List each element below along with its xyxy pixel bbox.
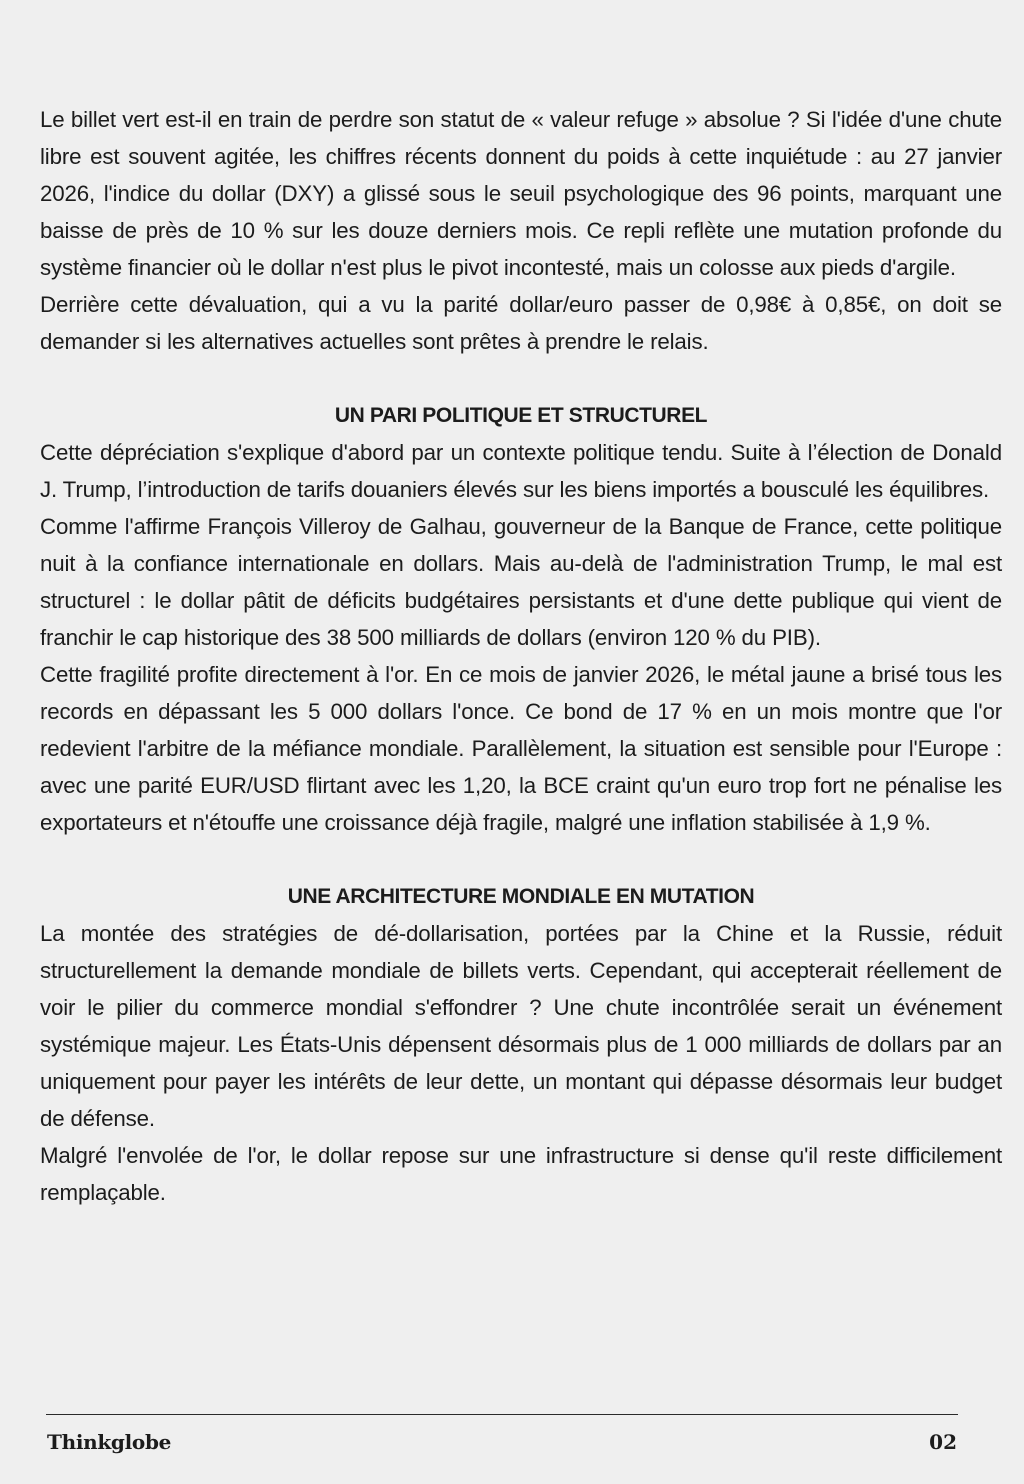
section2-paragraph-2: Malgré l'envolée de l'or, le dollar repose sur une infrastructure si dense qu'il reste difficilement remplaçable.	[40, 1143, 1002, 1205]
section1-paragraph-3: Cette fragilité profite directement à l'or. En ce mois de janvier 2026, le métal jaune a brisé tous les records en dépassant les 5 000 dollars l'once. Ce bond de 17 % en un mois montre que l'or redevient l'arbitre de la méfiance mondiale. Parallèlement, la situation est sensible pour l'Europe : avec une parité EUR/USD flirtant avec les 1,20, la BCE craint qu'un euro trop fort ne pénalise les exportateurs et n'étouffe une croissance déjà fragile, malgré une inflation stabilisée à 1,9 %.	[40, 662, 1002, 835]
section1-paragraph-2: Comme l'affirme François Villeroy de Galhau, gouverneur de la Banque de France, cette politique nuit à la confiance internationale en dollars. Mais au-delà de l'administration Trump, le mal est structurel : le dollar pâtit de déficits budgétaires persistants et d'une dette publique qui vient de franchir le cap historique des 38 500 milliards de dollars (environ 120 % du PIB).	[40, 514, 1002, 650]
section-spacer	[40, 841, 1002, 878]
section2-paragraph-1: La montée des stratégies de dé-dollarisation, portées par la Chine et la Russie, réduit structurellement la demande mondiale de billets verts. Cependant, qui accepterait réellement de voir le pilier du commerce mondial s'effondrer ? Une chute incontrôlée serait un événement systémique majeur. Les États-Unis dépensent désormais plus de 1 000 milliards de dollars par an uniquement pour payer les intérêts de leur dette, un montant qui dépasse désormais leur budget de défense.	[40, 921, 1002, 1131]
footer-brand: Thinkglobe	[47, 1430, 172, 1454]
intro-paragraph-2: Derrière cette dévaluation, qui a vu la parité dollar/euro passer de 0,98€ à 0,85€, on doit se demander si les alternatives actuelles sont prêtes à prendre le relais.	[40, 292, 1002, 354]
section1-paragraph-1: Cette dépréciation s'explique d'abord par un contexte politique tendu. Suite à l’élection de Donald J. Trump, l’introduction de tarifs douaniers élevés sur les biens importés a bousculé les équilibres.	[40, 440, 1002, 502]
article-body	[40, 101, 1002, 1211]
section-spacer	[40, 360, 1002, 397]
footer-divider	[46, 1414, 958, 1415]
intro-paragraph-1: Le billet vert est-il en train de perdre son statut de « valeur refuge » absolue ? Si l'idée d'une chute libre est souvent agitée, les chiffres récents donnent du poids à cette inquiétude : au 27 janvier 2026, l'indice du dollar (DXY) a glissé sous le seuil psychologique des 96 points, marquant une baisse de près de 10 % sur les douze derniers mois. Ce repli reflète une mutation profonde du système financier où le dollar n'est plus le pivot incontesté, mais un colosse aux pieds d'argile.	[40, 107, 1002, 280]
section-heading-architecture: UNE ARCHITECTURE MONDIALE EN MUTATION	[287, 885, 755, 908]
page-number: 02	[929, 1430, 957, 1454]
section-heading-political: UN PARI POLITIQUE ET STRUCTUREL	[334, 404, 708, 427]
